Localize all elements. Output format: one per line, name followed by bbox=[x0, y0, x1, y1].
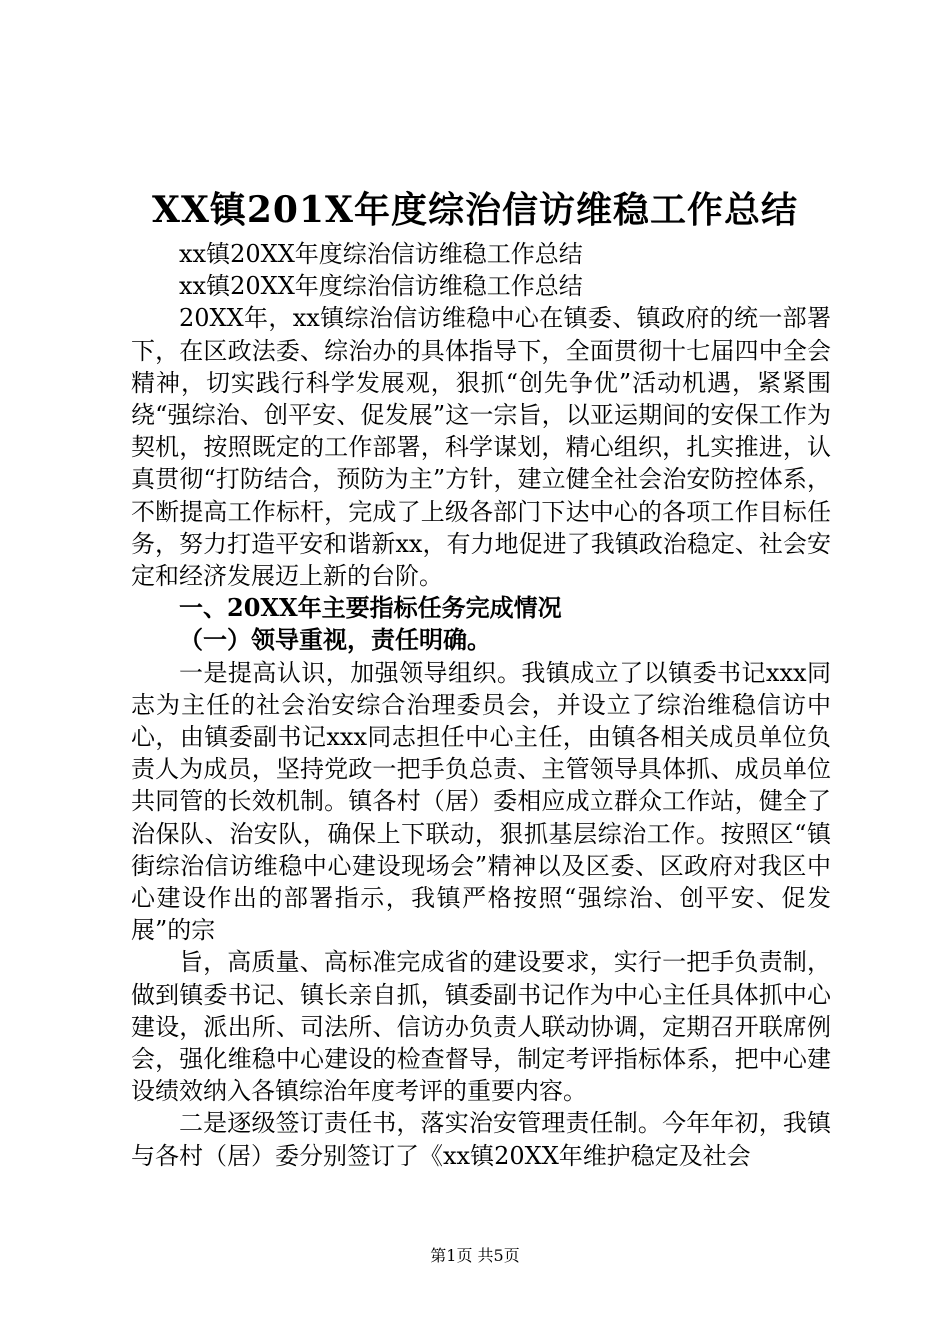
document-body bbox=[131, 238, 831, 1172]
body-paragraph: 一是提高认识，加强领导组织。我镇成立了以镇委书记xxx同志为主任的社会治安综合治理委员会，并设立了综治维稳信访中心，由镇委副书记xxx同志担任中心主任，由镇各相关成员单位负责人为成员，坚持党政一把手负总责、主管领导具体抓、成员单位共同管的长效机制。镇各村（居）委相应成立群众工作站，健全了治保队、治安队，确保上下联动，狠抓基层综治工作。按照区“镇街综治信访维稳中心建设现场会”精神以及区委、区政府对我区中心建设作出的部署指示，我镇严格按照“强综治、创平安、促发展”的宗 bbox=[131, 658, 831, 945]
subsection-heading: （一）领导重视，责任明确。 bbox=[179, 625, 491, 655]
page-footer: 第1页 共5页 bbox=[430, 1246, 520, 1265]
body-paragraph: xx镇20XX年度综治信访维稳工作总结 bbox=[179, 272, 583, 301]
body-paragraph: 旨，高质量、高标准完成省的建设要求，实行一把手负责制，做到镇委书记、镇长亲自抓，镇委副书记作为中心主任具体抓中心建设，派出所、司法所、信访办负责人联动协调，定期召开联席例会，强化维稳中心建设的检查督导，制定考评指标体系，把中心建设绩效纳入各镇综治年度考评的重要内容。 bbox=[131, 948, 831, 1106]
document-title: XX镇201X年度综治信访维稳工作总结 bbox=[152, 189, 798, 231]
body-paragraph: 二是逐级签订责任书，落实治安管理责任制。今年年初，我镇与各村（居）委分别签订了《xx镇20XX年维护稳定及社会 bbox=[131, 1109, 831, 1170]
body-paragraph: 20XX年，xx镇综治信访维稳中心在镇委、镇政府的统一部署下，在区政法委、综治办的具体指导下，全面贯彻十七届四中全会精神，切实践行科学发展观，狠抓“创先争优”活动机遇，紧紧围绕“强综治、创平安、促发展”这一宗旨，以亚运期间的安保工作为契机，按照既定的工作部署，科学谋划，精心组织，扎实推进，认真贯彻“打防结合，预防为主”方针，建立健全社会治安防控体系，不断提高工作标杆，完成了上级各部门下达中心的各项工作目标任务，努力打造平安和谐新xx，有力地促进了我镇政治稳定、社会安定和经济发展迈上新的台阶。 bbox=[131, 304, 831, 591]
body-paragraph: xx镇20XX年度综治信访维稳工作总结 bbox=[179, 240, 583, 268]
section-heading: 一、20XX年主要指标任务完成情况 bbox=[179, 593, 562, 623]
